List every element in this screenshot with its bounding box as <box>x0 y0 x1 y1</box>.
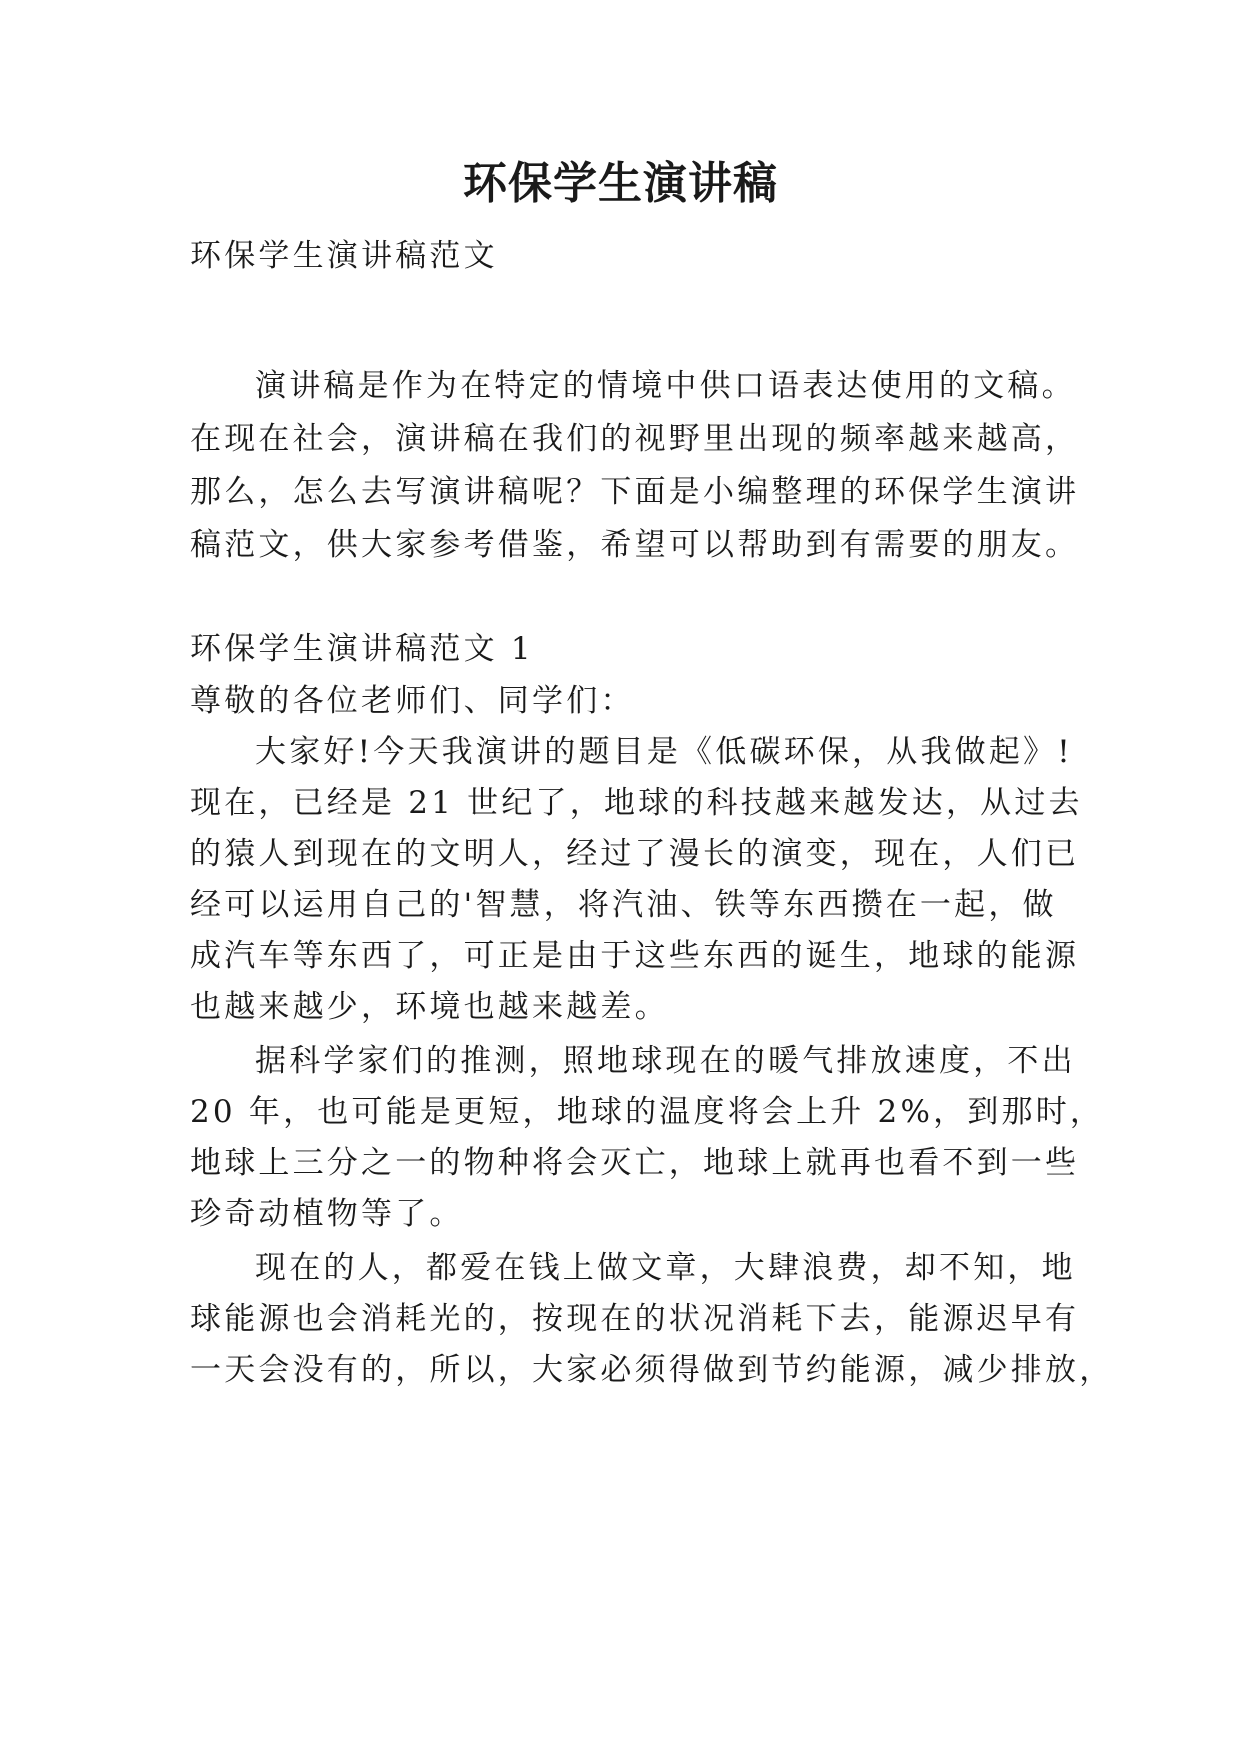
paragraph-line: 大家好!今天我演讲的题目是《低碳环保，从我做起》! <box>255 734 1073 770</box>
paragraph-line: 地球上三分之一的物种将会灭亡，地球上就再也看不到一些 <box>190 1145 1080 1181</box>
intro-line: 在现在社会，演讲稿在我们的视野里出现的频率越来越高， <box>190 421 1080 457</box>
paragraph-line: 现在，已经是 21 世纪了，地球的科技越来越发达，从过去 <box>190 785 1083 821</box>
paragraph-line: 也越来越少，环境也越来越差。 <box>190 989 669 1025</box>
intro-line: 演讲稿是作为在特定的情境中供口语表达使用的文稿。 <box>255 368 1076 404</box>
paragraph-line: 一天会没有的，所以，大家必须得做到节约能源，减少排放， <box>190 1352 1114 1388</box>
section-heading: 环保学生演讲稿范文 1 <box>190 631 534 667</box>
paragraph-line: 20 年，也可能是更短，地球的温度将会上升 2%，到那时， <box>190 1094 1105 1130</box>
document-subtitle: 环保学生演讲稿范文 <box>190 238 498 274</box>
paragraph-line: 珍奇动植物等了。 <box>190 1196 464 1232</box>
paragraph-line: 据科学家们的推测，照地球现在的暖气排放速度，不出 <box>255 1043 1076 1079</box>
intro-line: 稿范文，供大家参考借鉴，希望可以帮助到有需要的朋友。 <box>190 527 1080 563</box>
paragraph-line: 球能源也会消耗光的，按现在的状况消耗下去，能源迟早有 <box>190 1301 1080 1337</box>
salutation: 尊敬的各位老师们、同学们： <box>190 683 635 719</box>
paragraph-line: 的猿人到现在的文明人，经过了漫长的演变，现在，人们已 <box>190 836 1080 872</box>
paragraph-line: 成汽车等东西了，可正是由于这些东西的诞生，地球的能源 <box>190 938 1080 974</box>
paragraph-line: 经可以运用自己的'智慧，将汽油、铁等东西攒在一起，做 <box>190 887 1057 923</box>
document-title: 环保学生演讲稿 <box>463 158 778 209</box>
intro-line: 那么，怎么去写演讲稿呢？下面是小编整理的环保学生演讲 <box>190 474 1080 510</box>
paragraph-line: 现在的人，都爱在钱上做文章，大肆浪费，却不知，地 <box>255 1250 1076 1286</box>
